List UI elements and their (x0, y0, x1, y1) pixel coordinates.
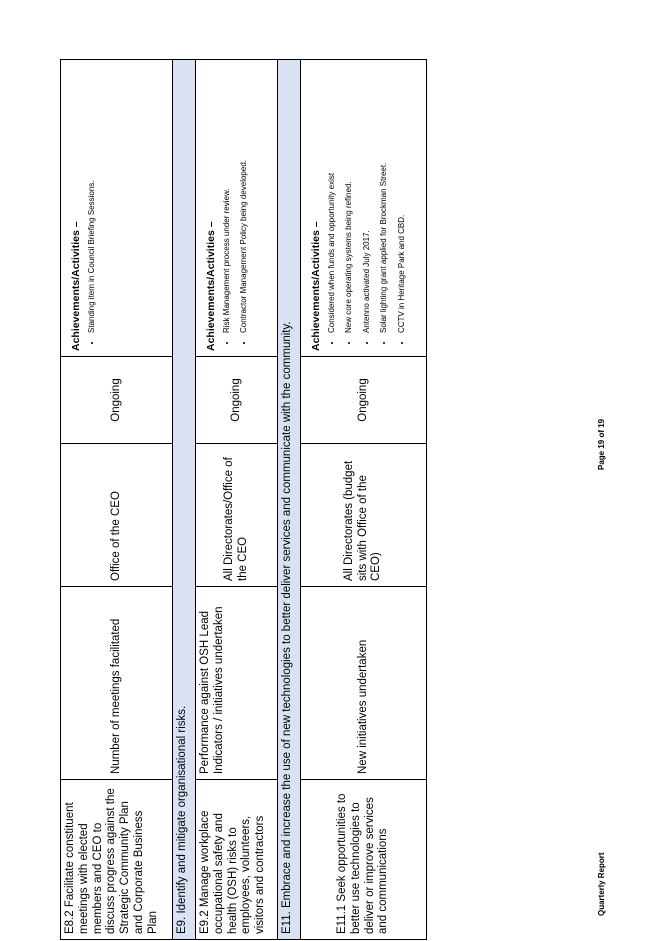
timeframe-cell: Ongoing (196, 357, 278, 444)
section-heading-row (278, 60, 301, 940)
measure-cell: Performance against OSH Lead Indicators / initiatives undertaken (196, 587, 278, 780)
responsibility-cell: Office of the CEO (61, 444, 173, 587)
table-row (196, 60, 278, 940)
responsibility-cell: All Directorates/Office of the CEO (196, 444, 278, 587)
footer-report-title: Quarterly Report (597, 852, 606, 916)
achievements-title: Achievements/Activities – (205, 221, 217, 351)
achievements-list (222, 65, 249, 351)
action-cell: E8.2 Facilitate constituent meetings with elected members and CEO to discuss progress against the Strategic Community Plan and Corporate Business Plan (61, 780, 173, 940)
footer-page-number: Page 19 of 19 (597, 418, 606, 470)
timeframe-cell: Ongoing (301, 357, 427, 444)
list-item: • Solar lighting grant applied for Brockman Street. (379, 65, 389, 333)
achievements-title: Achievements/Activities – (70, 221, 82, 351)
list-item: • Standing item in Council Briefing Sessions. (87, 65, 97, 333)
achievements-cell (301, 60, 427, 357)
table-row (61, 60, 173, 940)
table-row (301, 60, 427, 940)
strategic-plan-table (60, 59, 427, 940)
action-cell: E9.2 Manage workplace occupational safety and health (OSH) risks to employees, volunteers, visitors and contractors (196, 780, 278, 940)
achievements-list (87, 65, 97, 351)
achievements-title: Achievements/Activities – (310, 221, 322, 351)
list-item: • Antenno activated July 2017. (362, 65, 372, 333)
section-heading: E11. Embrace and increase the use of new technologies to better deliver services and communicate with the community. (278, 60, 301, 940)
list-item: • Contractor Management Policy being developed. (239, 65, 249, 333)
section-heading: E9. Identify and mitigate organisational risks. (173, 60, 196, 940)
report-content (60, 60, 440, 940)
list-item: • New core operating systems being refined. (344, 65, 354, 333)
action-cell: E11.1 Seek opportunities to better use technologies to deliver or improve services and communications (301, 780, 427, 940)
section-heading-row (173, 60, 196, 940)
list-item: • Risk Management process under review. (222, 65, 232, 333)
list-item: • CCTV in Heritage Park and CBD. (397, 65, 407, 333)
achievements-cell (196, 60, 278, 357)
rotated-page (60, 60, 440, 940)
responsibility-cell: All Directorates (budget sits with Office of the CEO) (301, 444, 427, 587)
measure-cell: New initiatives undertaken (301, 587, 427, 780)
achievements-cell (61, 60, 173, 357)
measure-cell: Number of meetings facilitated (61, 587, 173, 780)
timeframe-cell: Ongoing (61, 357, 173, 444)
list-item: • Considered when funds and opportunity exist (327, 65, 337, 333)
achievements-list (327, 65, 407, 351)
